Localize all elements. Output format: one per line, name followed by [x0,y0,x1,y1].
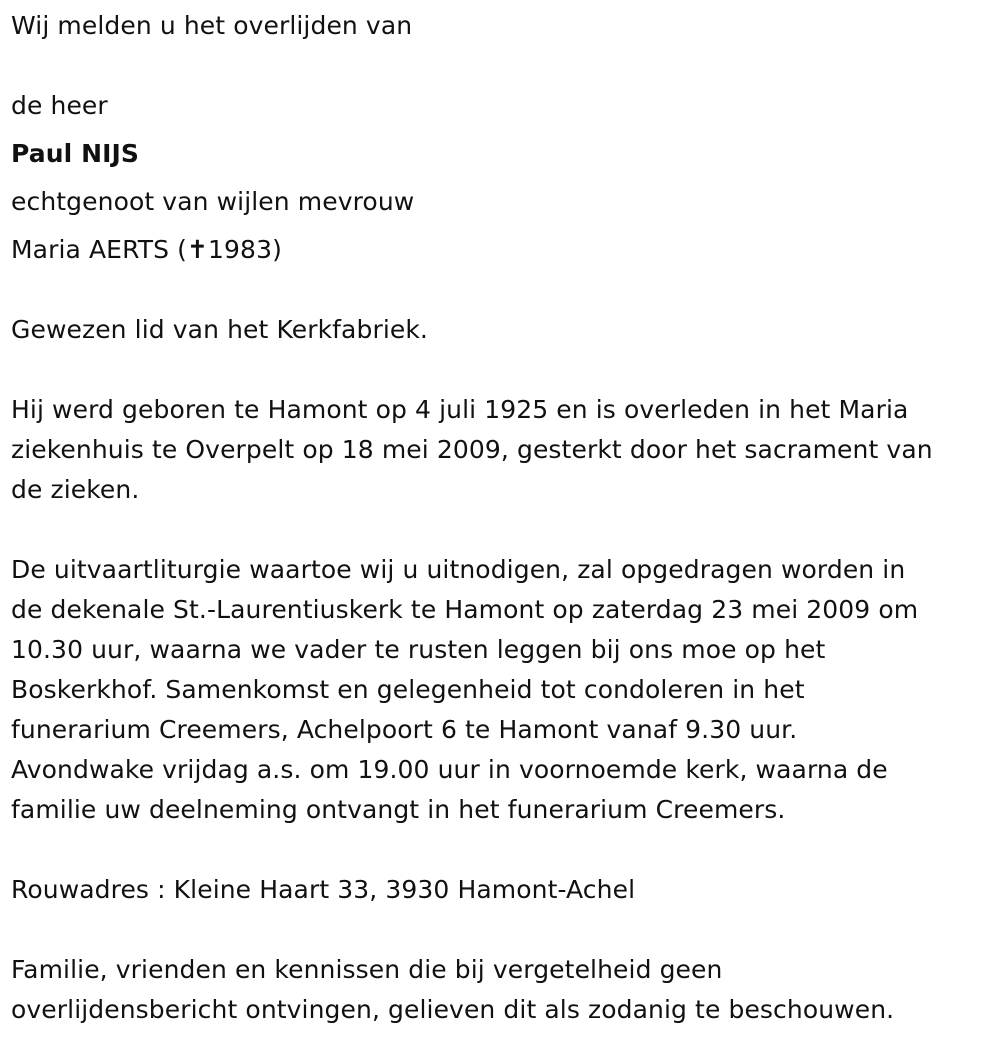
paragraph-line: Avondwake vrijdag a.s. om 19.00 uur in voornoemde kerk, waarna de [11,755,888,784]
address-text: Rouwadres : Kleine Haart 33, 3930 Hamont-Achel [11,875,636,904]
spouse-name: Maria AERTS ( [11,235,187,264]
spouse-detail [11,230,991,270]
intro-text: Wij melden u het overlijden van [11,11,413,40]
paragraph-line: De uitvaartliturgie waartoe wij u uitnodigen, zal opgedragen worden in [11,555,906,584]
spouse-line: echtgenoot van wijlen mevrouw [11,187,415,216]
membership-text: Gewezen lid van het Kerkfabriek. [11,315,428,344]
spouse-death-year: 1983) [208,235,282,264]
paragraph-line: Hij werd geboren te Hamont op 4 juli 1925 en is overleden in het Maria [11,395,909,424]
paragraph-line: 10.30 uur, waarna we vader te rusten leggen bij ons moe op het [11,635,826,664]
funeral-paragraph [11,550,991,830]
deceased-name: Paul NIJS [11,139,140,168]
birth-death-paragraph [11,390,991,510]
paragraph-line: ziekenhuis te Overpelt op 18 mei 2009, gesterkt door het sacrament van [11,435,933,464]
paragraph-line: de dekenale St.-Laurentiuskerk te Hamont op zaterdag 23 mei 2009 om [11,595,919,624]
paragraph-line: funerarium Creemers, Achelpoort 6 te Hamont vanaf 9.30 uur. [11,715,798,744]
honorific: de heer [11,91,108,120]
paragraph-line: Boskerkhof. Samenkomst en gelegenheid tot condoleren in het [11,675,805,704]
paragraph-line: Familie, vrienden en kennissen die bij vergetelheid geen [11,955,723,984]
closing-paragraph [11,950,991,1030]
paragraph-line: familie uw deelneming ontvangt in het funerarium Creemers. [11,795,786,824]
paragraph-line: overlijdensbericht ontvingen, gelieven dit als zodanig te beschouwen. [11,995,895,1024]
paragraph-line: de zieken. [11,475,140,504]
cross-icon: ✝ [186,235,209,264]
death-notice [11,6,991,1030]
